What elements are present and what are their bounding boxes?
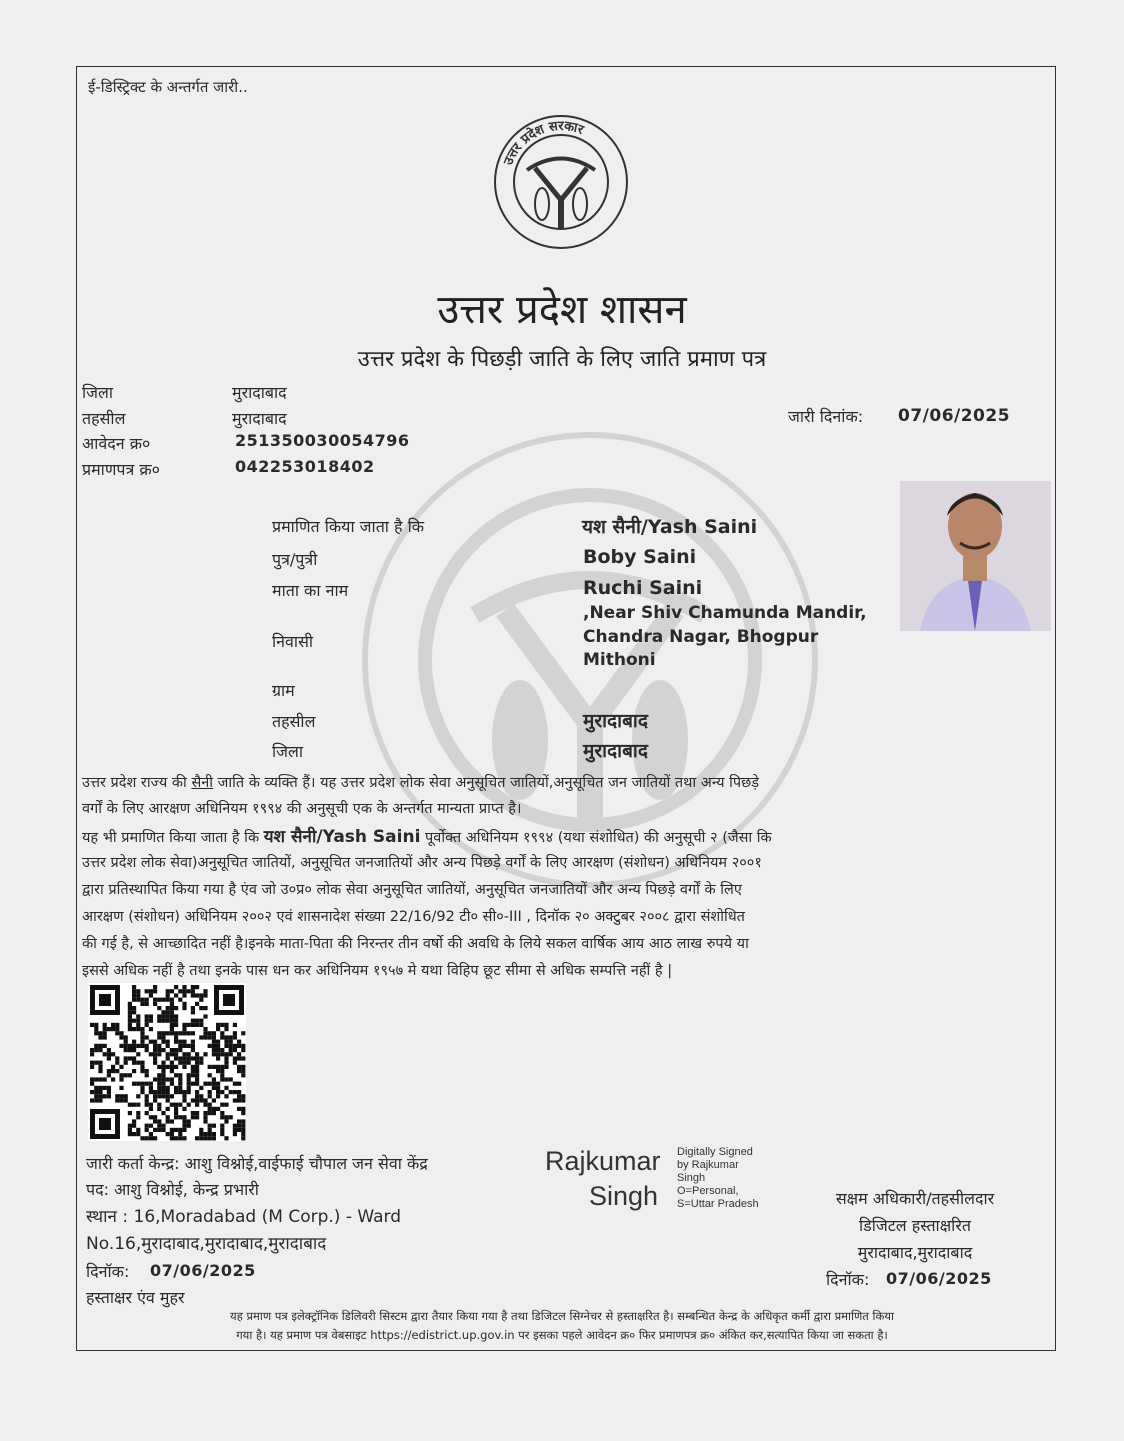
parent-label: पुत्र/पुत्री	[272, 550, 318, 569]
issuer-place-line-2: No.16,मुरादाबाद,मुरादाबाद,मुरादाबाद	[86, 1234, 327, 1254]
authority-title: सक्षम अधिकारी/तहसीलदार	[835, 1189, 995, 1208]
detail-district-value: मुरादाबाद	[583, 740, 648, 762]
body-line-8: इससे अधिक नहीं है तथा इनके पास धन कर अधिनियम १९५७ मे यथा विहिप छूट सीमा से अधिक सम्पत्ति नहीं है |	[82, 963, 673, 979]
detail-district-label: जिला	[272, 742, 304, 761]
mother-label: माता का नाम	[272, 581, 349, 600]
issuer-date-label: दिनॉक:	[86, 1262, 130, 1281]
applicant-photo	[900, 481, 1051, 631]
holder-name: यश सैनी/Yash Saini	[582, 516, 758, 538]
address-line-1: ,Near Shiv Chamunda Mandir,	[583, 603, 867, 623]
authority-digital-signed: डिजिटल हस्ताक्षरित	[859, 1216, 971, 1235]
authority-date-value: 07/06/2025	[886, 1269, 992, 1288]
body-holder-name: यश सैनी/Yash Saini	[263, 827, 421, 847]
meta-district-label: जिला	[82, 383, 114, 402]
body-line-2: वर्गों के लिए आरक्षण अधिनियम १९९४ की अनुसूची एक के अन्तर्गत मान्यता प्राप्त है।	[82, 801, 522, 817]
issuer-post: पद: आशु विश्नोई, केन्द्र प्रभारी	[86, 1180, 259, 1199]
issuing-center: जारी कर्ता केन्द्र: आशु विश्नोई,वाईफाई चौपाल जन सेवा केंद्र	[86, 1154, 428, 1173]
body-line-3: यह भी प्रमाणित किया जाता है कि यश सैनी/Yash Saini पूर्वोक्त अधिनियम १९९४ (यथा संशोधित) की अनुसूची २ (जैसा कि	[82, 827, 772, 847]
digital-signature-note: Digitally Signed by Rajkumar Singh O=Personal, S=Uttar Pradesh	[677, 1146, 759, 1210]
qr-code[interactable]	[88, 983, 246, 1141]
digital-signer-name-2: Singh	[589, 1181, 659, 1211]
certify-label: प्रमाणित किया जाता है कि	[272, 517, 425, 536]
authority-location: मुरादाबाद,मुरादाबाद	[857, 1243, 973, 1262]
caste-name: सैनी	[191, 775, 214, 791]
village-label: ग्राम	[272, 681, 295, 700]
mother-name: Ruchi Saini	[583, 577, 703, 599]
certificate-number-value: 042253018402	[235, 457, 375, 476]
meta-tehsil-label: तहसील	[82, 409, 126, 428]
resident-label: निवासी	[272, 632, 314, 651]
issue-date-label: जारी दिनांक:	[788, 407, 864, 426]
footer-note-line-2: गया है। यह प्रमाण पत्र वेबसाइट https://edistrict.up.gov.in पर इसका पहले आवेदन क्र० फिर प्रमाणपत्र क्र० अंकित कर,सत्यापित किया जा सकता है।	[236, 1328, 888, 1342]
body-line-1: उत्तर प्रदेश राज्य की सैनी जाति के व्यक्ति हैं। यह उत्तर प्रदेश लोक सेवा अनुसूचित जातियों,अनुसूचित जन जातियों तथा अन्य पिछड़े	[82, 775, 760, 791]
footer-note-line-1: यह प्रमाण पत्र इलेक्ट्रॉनिक डिलिवरी सिस्टम द्वारा तैयार किया गया है तथा डिजिटल सिग्नेचर से हस्ताक्षरित है। सम्बन्धित केन्द्र के अधिकृत कर्मी द्वारा प्रमाणित किया	[230, 1309, 894, 1323]
digital-signer-name-1: Rajkumar	[545, 1146, 661, 1176]
meta-tehsil-value: मुरादाबाद	[232, 409, 287, 428]
page-title: उत्तर प्रदेश शासन	[437, 287, 687, 333]
issuer-date-value: 07/06/2025	[150, 1261, 256, 1280]
emblem-text: उत्तर प्रदेश सरकार	[501, 118, 586, 168]
page-subtitle: उत्तर प्रदेश के पिछड़ी जाति के लिए जाति प्रमाण पत्र	[357, 347, 767, 372]
sign-seal-label: हस्ताक्षर एंव मुहर	[86, 1288, 185, 1307]
application-number-label: आवेदन क्र०	[82, 434, 151, 453]
issued-under-text: ई-डिस्ट्रिक्ट के अन्तर्गत जारी..	[88, 78, 248, 96]
issue-date-value: 07/06/2025	[898, 406, 1011, 426]
body-line-7: की गई है, से आच्छादित नहीं है।इनके माता-पिता की निरन्तर तीन वर्षो की अवधि के लिये सकल वार्षिक आय आठ लाख रुपये या	[82, 936, 749, 952]
meta-district-value: मुरादाबाद	[232, 383, 287, 402]
address-line-3: Mithoni	[583, 650, 656, 670]
parent-name: Boby Saini	[583, 546, 697, 568]
issuer-place-line-1: स्थान : 16,Moradabad (M Corp.) - Ward	[86, 1207, 401, 1227]
application-number-value: 251350030054796	[235, 431, 410, 450]
body-line-4: उत्तर प्रदेश लोक सेवा)अनुसूचित जातियों, अनुसूचित जनजातियों और अन्य पिछड़े वर्गों के लिए आरक्षण (संशोधन) अधिनियम २००१	[82, 855, 762, 871]
body-line-5: द्वारा प्रतिस्थापित किया गया है एंव जो उ०प्र० लोक सेवा अनुसूचित जातियों, अनुसूचित जनजातियों और अन्य पिछड़े वर्गों के लिए	[82, 882, 742, 898]
detail-tehsil-value: मुरादाबाद	[583, 710, 648, 732]
detail-tehsil-label: तहसील	[272, 712, 316, 731]
address-line-2: Chandra Nagar, Bhogpur	[583, 627, 819, 647]
authority-date-label: दिनॉक:	[826, 1270, 870, 1289]
up-government-emblem	[487, 112, 635, 252]
certificate-number-label: प्रमाणपत्र क्र०	[82, 460, 160, 479]
body-line-6: आरक्षण (संशोधन) अधिनियम २००२ एवं शासनादेश संख्या 22/16/92 टी० सी०-III , दिनॉक २० अक्टुबर २००८ द्वारा संशोधित	[82, 909, 745, 925]
